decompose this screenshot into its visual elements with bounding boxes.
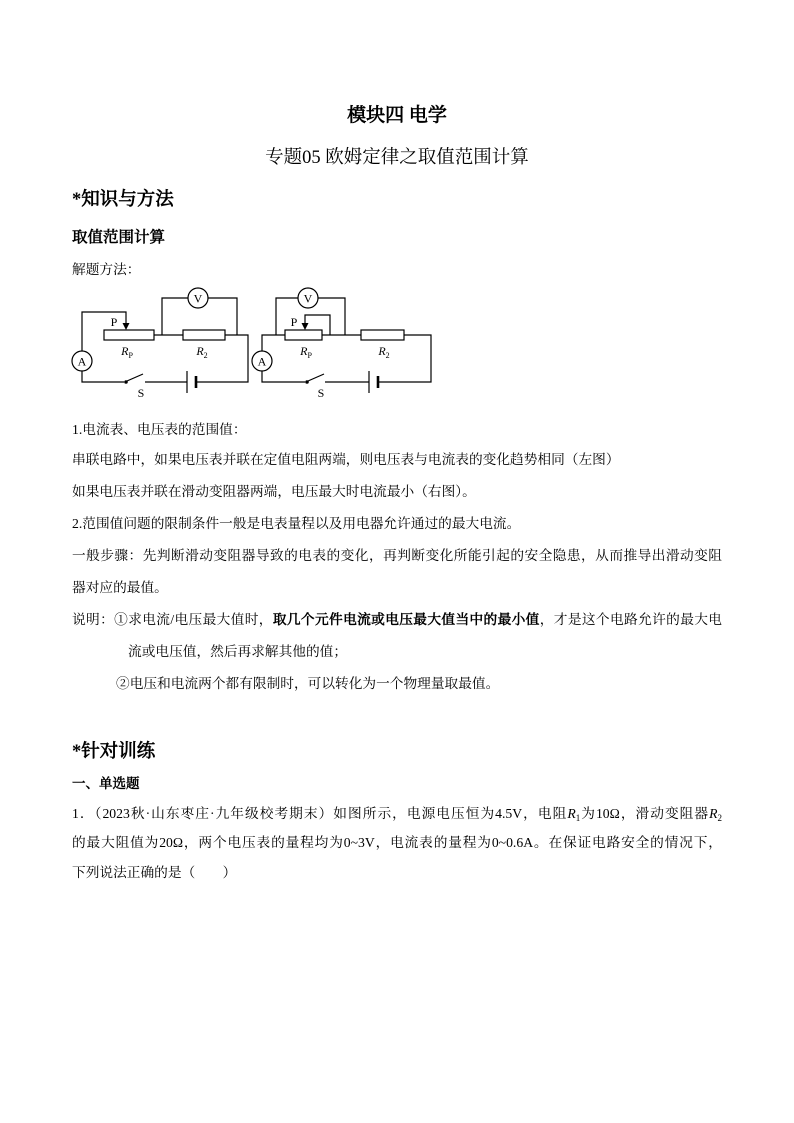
topic-title: 专题05 欧姆定律之取值范围计算 <box>265 148 529 168</box>
steps-line2: 器对应的最值。 <box>72 580 168 595</box>
module-title: 模块四 电学 <box>347 105 447 126</box>
note-prefix: 说明：①求电流/电压最大值时， <box>72 612 273 627</box>
resistor-r2-label <box>377 344 389 360</box>
switch-label: S <box>317 386 325 400</box>
rheostat-symbol: R <box>300 344 308 358</box>
slider-label: P <box>110 315 118 329</box>
point1-line2: 如果电压表并联在滑动变阻器两端，电压最大时电流最小（右图）。 <box>72 484 476 499</box>
rheostat-subscript: P <box>307 351 312 360</box>
r2-symbol: R <box>709 806 718 821</box>
question1-text-a: 1．（2023秋·山东枣庄·九年级校考期末）如图所示，电源电压恒为4.5V，电阻 <box>72 806 568 821</box>
ammeter-label: A <box>257 354 267 369</box>
rheostat <box>285 330 322 340</box>
wire-left-top <box>262 335 285 351</box>
training-heading: *针对训练 <box>72 742 156 762</box>
slider-arrow <box>123 323 130 330</box>
circuit-diagrams <box>60 280 450 410</box>
question1-line3: 下列说法正确的是（ ） <box>72 865 237 880</box>
circuit-right <box>252 288 431 400</box>
point2: 2.范围值问题的限制条件一般是电表量程以及用电器允许通过的最大电流。 <box>72 516 521 531</box>
resistor-r2 <box>183 330 225 340</box>
resistor-r2 <box>361 330 404 340</box>
rheostat-label <box>299 344 312 360</box>
slider-arrow <box>302 323 309 330</box>
note-suffix: ，才是这个电路允许的最大电 <box>539 612 722 627</box>
question1-line1 <box>72 804 722 824</box>
switch-label: S <box>137 386 145 400</box>
note-emphasis: 取几个元件电流或电压最大值当中的最小值 <box>272 612 540 627</box>
question1-text-b: 为10Ω，滑动变阻器 <box>580 806 710 821</box>
r1-subscript: 1 <box>575 813 581 823</box>
voltmeter-label: V <box>303 291 313 306</box>
wire-ammeter-to-switch <box>82 371 124 382</box>
voltmeter-label: V <box>193 291 203 306</box>
circuit-left <box>72 288 248 400</box>
point1-title: 1.电流表、电压表的范围值： <box>72 422 247 437</box>
note-continuation: 流或电压值，然后再求解其他的值； <box>128 644 348 659</box>
rheostat-subscript: P <box>128 351 133 360</box>
rheostat-symbol: R <box>121 344 129 358</box>
wire-ammeter-to-switch <box>262 371 305 382</box>
knowledge-heading: *知识与方法 <box>72 190 174 210</box>
resistor-r2-label <box>195 344 207 360</box>
r1-symbol: R <box>567 806 576 821</box>
switch-blade <box>308 374 324 381</box>
steps-line1: 一般步骤：先判断滑动变阻器导致的电表的变化，再判断变化所能引起的安全隐患，从而推导出滑动变阻 <box>72 548 722 563</box>
rheostat <box>104 330 154 340</box>
resistor-subscript: 2 <box>203 351 208 360</box>
resistor-symbol: R <box>196 344 204 358</box>
point1-line1: 串联电路中，如果电压表并联在定值电阻两端，则电压表与电流表的变化趋势相同（左图） <box>72 452 620 467</box>
resistor-subscript: 2 <box>385 351 390 360</box>
switch-blade <box>127 374 143 381</box>
note-item2: ②电压和电流两个都有限制时，可以转化为一个物理量取最值。 <box>116 676 500 691</box>
ammeter-label: A <box>77 354 87 369</box>
resistor-symbol: R <box>378 344 386 358</box>
section-title: 一、单选题 <box>72 776 140 791</box>
method-label: 解题方法： <box>72 262 141 277</box>
knowledge-subheading: 取值范围计算 <box>72 229 166 246</box>
slider-label: P <box>290 315 298 329</box>
r2-subscript: 2 <box>717 813 722 823</box>
question1-line2: 的最大阻值为20Ω，两个电压表的量程均为0~3V，电流表的量程为0~0.6A。在保证电路安全的情况下， <box>72 835 722 850</box>
rheostat-label <box>120 344 133 360</box>
note-line <box>72 610 722 630</box>
